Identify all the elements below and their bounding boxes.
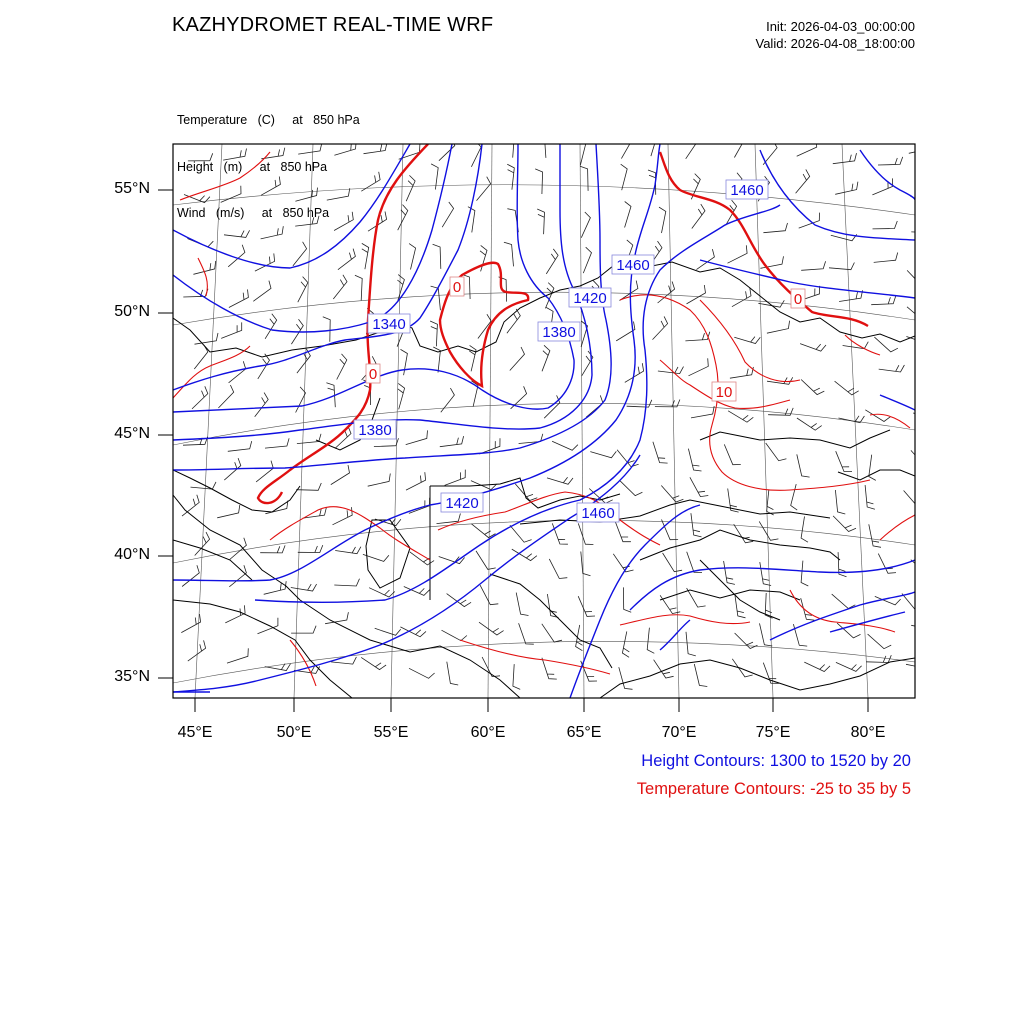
wind-barb bbox=[255, 393, 269, 417]
wind-barb bbox=[547, 477, 573, 484]
wind-barb bbox=[183, 289, 208, 297]
wind-barb bbox=[409, 244, 416, 270]
wind-barb bbox=[440, 436, 464, 447]
height-contours-legend: Height Contours: 1300 to 1520 by 20 bbox=[641, 752, 911, 770]
height-contour bbox=[880, 395, 915, 410]
wind-barb bbox=[732, 659, 752, 677]
wind-barb bbox=[619, 667, 633, 689]
wind-barb bbox=[253, 281, 271, 302]
parallel bbox=[173, 641, 915, 683]
wind-barb bbox=[297, 434, 321, 444]
wind-barb bbox=[433, 244, 441, 269]
wind-barb bbox=[879, 365, 905, 372]
wind-barb bbox=[907, 307, 931, 321]
wind-barb bbox=[295, 188, 317, 202]
wind-barb bbox=[398, 383, 405, 409]
height-label bbox=[368, 314, 410, 333]
wind-barb bbox=[732, 288, 751, 307]
wind-barb bbox=[334, 141, 356, 155]
lat-label-55: 55°N bbox=[114, 180, 150, 197]
wind-barb bbox=[617, 450, 639, 467]
wind-barb bbox=[694, 664, 707, 687]
height-label bbox=[569, 288, 611, 307]
wind-barb bbox=[535, 169, 542, 194]
height-label-text: 1380 bbox=[358, 422, 392, 439]
wind-barb bbox=[191, 482, 217, 489]
wind-barb bbox=[441, 388, 455, 412]
wind-barb bbox=[368, 474, 391, 487]
wind-barb bbox=[621, 133, 632, 158]
wind-barb bbox=[182, 565, 199, 586]
wind-barb bbox=[225, 605, 245, 623]
wind-barb bbox=[801, 516, 808, 542]
wind-barb bbox=[323, 317, 330, 342]
wind-barb bbox=[355, 275, 362, 300]
temperature-contour-10 bbox=[620, 295, 870, 491]
wind-barb bbox=[480, 245, 487, 271]
wind-barb bbox=[291, 626, 316, 633]
height-label-text: 1460 bbox=[616, 257, 650, 274]
temperature-label-text: 0 bbox=[793, 291, 803, 308]
lon-label-60: 60°E bbox=[470, 724, 506, 741]
wind-barb bbox=[223, 149, 246, 161]
wind-barb bbox=[229, 565, 246, 587]
height-contour bbox=[255, 205, 780, 602]
wind-barb bbox=[581, 212, 590, 238]
wind-barbs bbox=[181, 130, 940, 689]
wind-barb bbox=[690, 477, 708, 496]
wind-barb bbox=[689, 358, 709, 376]
temperature-contour-misc bbox=[880, 515, 915, 540]
wind-barb bbox=[619, 480, 642, 495]
wind-barb bbox=[542, 345, 550, 371]
wind-barb bbox=[188, 153, 213, 161]
height-label-text: 1340 bbox=[372, 316, 406, 333]
wind-barb bbox=[542, 624, 562, 642]
wind-barb bbox=[797, 139, 817, 156]
wind-barb bbox=[507, 132, 514, 157]
wind-barb bbox=[261, 226, 284, 239]
height-contour bbox=[700, 260, 915, 298]
wind-barb bbox=[334, 579, 359, 586]
wind-barb bbox=[691, 513, 702, 537]
wind-barb bbox=[469, 345, 476, 371]
temperature-contour-misc bbox=[180, 152, 270, 200]
wind-barb bbox=[801, 598, 815, 620]
wind-barb bbox=[760, 623, 773, 646]
wind-barb bbox=[537, 134, 546, 158]
wind-barb bbox=[796, 169, 810, 193]
wind-barb bbox=[590, 451, 616, 457]
wind-barb bbox=[265, 438, 289, 448]
wind-barb bbox=[406, 472, 426, 490]
wind-barb bbox=[835, 490, 845, 514]
wind-barb bbox=[334, 212, 353, 231]
wind-barb bbox=[298, 545, 323, 552]
wind-barb bbox=[581, 552, 591, 576]
wind-barb bbox=[331, 465, 350, 485]
height-label-text: 1460 bbox=[581, 505, 615, 522]
temperature-contour-0 bbox=[660, 152, 868, 326]
wind-barb bbox=[221, 186, 241, 203]
wind-barb bbox=[516, 593, 528, 616]
wind-barb bbox=[513, 664, 520, 689]
wind-barb bbox=[730, 367, 754, 378]
wind-barb bbox=[663, 553, 683, 572]
wind-barb bbox=[759, 521, 778, 540]
wind-barb bbox=[510, 347, 525, 371]
wind-barb bbox=[507, 164, 514, 190]
wind-barb bbox=[439, 138, 455, 161]
wind-barb bbox=[362, 243, 369, 269]
wind-barb bbox=[227, 648, 248, 663]
wind-barb bbox=[192, 386, 208, 409]
wind-barb bbox=[734, 337, 760, 344]
wind-barb bbox=[622, 631, 629, 657]
wind-barb bbox=[728, 411, 753, 422]
wind-barb bbox=[549, 559, 567, 579]
wind-barb bbox=[696, 249, 714, 270]
temperature-contour-5 bbox=[270, 507, 430, 560]
wind-barb bbox=[692, 204, 705, 228]
wind-barb bbox=[430, 321, 437, 346]
wind-barb bbox=[261, 177, 280, 196]
temperature-label bbox=[791, 289, 805, 308]
wind-barb bbox=[836, 451, 852, 471]
wind-barb bbox=[653, 442, 668, 463]
wind-barb bbox=[442, 630, 467, 641]
height-contour bbox=[173, 144, 592, 440]
parallel bbox=[173, 185, 915, 215]
wind-barb bbox=[580, 166, 588, 191]
temperature-label-text: 0 bbox=[452, 279, 462, 296]
wind-barb bbox=[576, 625, 583, 651]
wind-barb bbox=[409, 668, 435, 678]
temperature-label bbox=[712, 382, 736, 401]
wind-barb bbox=[406, 430, 428, 444]
height-label bbox=[538, 322, 580, 341]
wind-barb bbox=[911, 560, 935, 575]
lat-label-50: 50°N bbox=[114, 303, 150, 320]
wind-barb bbox=[224, 230, 250, 237]
wind-barb bbox=[218, 385, 233, 408]
wind-barb bbox=[833, 516, 856, 532]
height-label bbox=[612, 255, 654, 274]
wind-barb bbox=[265, 314, 277, 339]
height-contour bbox=[173, 455, 640, 692]
wind-barb bbox=[256, 461, 273, 482]
temperature-label-text: 10 bbox=[715, 384, 733, 401]
lon-label-80: 80°E bbox=[850, 724, 886, 741]
field-wind: Wind (m/s) at 850 hPa bbox=[177, 206, 330, 220]
height-label bbox=[354, 420, 396, 439]
wind-barb bbox=[801, 380, 824, 395]
wind-barb bbox=[445, 470, 466, 486]
wind-barb bbox=[688, 449, 701, 471]
wind-barb bbox=[653, 316, 668, 339]
wind-barb bbox=[767, 489, 774, 515]
wind-barb bbox=[295, 216, 319, 226]
wind-barb bbox=[291, 584, 317, 591]
height-label bbox=[441, 493, 483, 512]
wind-barb bbox=[298, 143, 322, 154]
wind-barb bbox=[337, 354, 347, 380]
wind-barb bbox=[335, 547, 361, 554]
wind-barb bbox=[878, 157, 903, 165]
wind-barb bbox=[915, 515, 936, 532]
wind-barb bbox=[913, 412, 939, 419]
wind-barb bbox=[651, 130, 657, 156]
wind-barb bbox=[625, 202, 631, 228]
lon-label-75: 75°E bbox=[755, 724, 791, 741]
temperature-contours-legend: Temperature Contours: -25 to 35 by 5 bbox=[636, 780, 911, 798]
wind-barb bbox=[468, 207, 475, 233]
wind-barb bbox=[910, 196, 936, 206]
wind-barb bbox=[869, 455, 876, 481]
wind-barb bbox=[217, 505, 240, 518]
wind-barb bbox=[735, 594, 746, 618]
wind-barb bbox=[909, 141, 932, 154]
wind-barb bbox=[578, 596, 595, 616]
wind-barb bbox=[479, 622, 504, 635]
wind-barb bbox=[583, 247, 591, 273]
wind-barb bbox=[264, 581, 287, 594]
wind-barb bbox=[546, 249, 558, 274]
wind-barb bbox=[791, 484, 798, 510]
temperature-label bbox=[366, 364, 380, 383]
wind-barb bbox=[686, 134, 698, 159]
wind-barb bbox=[654, 660, 674, 678]
wind-barb bbox=[839, 416, 865, 423]
temperature-contour-10 bbox=[700, 300, 800, 382]
wind-barb bbox=[181, 614, 200, 633]
wind-barb bbox=[766, 443, 787, 461]
wind-barb bbox=[507, 309, 520, 333]
meridian bbox=[195, 144, 222, 698]
wind-barb bbox=[872, 178, 892, 195]
wind-barb bbox=[537, 209, 544, 234]
wind-barb bbox=[797, 454, 810, 477]
wind-barb bbox=[915, 382, 941, 388]
wind-barb bbox=[338, 249, 356, 270]
boundary-line bbox=[300, 600, 520, 698]
wind-barb bbox=[552, 523, 568, 544]
init-time: Init: 2026-04-03_00:00:00 bbox=[766, 19, 915, 34]
wind-barb bbox=[767, 321, 790, 334]
wind-barb bbox=[544, 395, 560, 418]
wind-barb bbox=[333, 275, 347, 299]
height-label-text: 1380 bbox=[542, 324, 576, 341]
wind-barb bbox=[800, 344, 826, 352]
wind-barb bbox=[911, 450, 933, 466]
height-contour bbox=[660, 620, 690, 650]
height-label-text: 1420 bbox=[573, 290, 607, 307]
wind-barb bbox=[298, 277, 308, 303]
wind-barb bbox=[797, 418, 822, 430]
lat-label-35: 35°N bbox=[114, 668, 150, 685]
wind-barb bbox=[547, 594, 558, 618]
wind-barb bbox=[833, 153, 857, 164]
wind-barb bbox=[661, 486, 683, 503]
wind-barb bbox=[724, 444, 741, 464]
boundary-line bbox=[660, 590, 800, 600]
wind-barb bbox=[437, 514, 461, 524]
wind-barb bbox=[659, 207, 666, 233]
lon-label-70: 70°E bbox=[661, 724, 697, 741]
wind-barb bbox=[829, 263, 854, 270]
wind-barb bbox=[804, 662, 830, 671]
wind-barb bbox=[793, 624, 807, 646]
wind-barb bbox=[763, 223, 787, 233]
wind-barb bbox=[835, 182, 858, 195]
wind-barb bbox=[902, 594, 924, 611]
wind-barb bbox=[832, 594, 856, 608]
wind-barb bbox=[801, 561, 808, 586]
height-contour bbox=[770, 592, 915, 640]
height-label bbox=[577, 503, 619, 522]
wind-barb bbox=[477, 177, 491, 201]
wind-barb bbox=[878, 554, 896, 574]
height-contour bbox=[830, 612, 905, 632]
meridian bbox=[488, 144, 492, 698]
wind-barb bbox=[691, 406, 714, 418]
wind-barb bbox=[843, 342, 869, 349]
wind-barb bbox=[476, 551, 496, 570]
parallel bbox=[173, 520, 915, 563]
temperature-label-text: 0 bbox=[368, 366, 378, 383]
wind-barb bbox=[615, 521, 631, 542]
boundary-line bbox=[760, 430, 890, 448]
lon-label-50: 50°E bbox=[276, 724, 312, 741]
temperature-label bbox=[450, 277, 464, 296]
valid-time: Valid: 2026-04-08_18:00:00 bbox=[755, 36, 915, 51]
wind-barb bbox=[687, 588, 706, 607]
wind-barb bbox=[623, 587, 631, 612]
wind-barb bbox=[906, 662, 932, 669]
wind-barb bbox=[194, 345, 208, 369]
wind-barb bbox=[869, 524, 881, 547]
wind-barb bbox=[648, 170, 656, 195]
wind-barb bbox=[519, 623, 534, 644]
lat-label-45: 45°N bbox=[114, 425, 150, 442]
wind-barb bbox=[447, 662, 458, 685]
wind-barb bbox=[255, 253, 275, 271]
wind-barb bbox=[361, 657, 386, 669]
wind-barb bbox=[512, 549, 537, 561]
wind-barb bbox=[687, 285, 706, 304]
height-label bbox=[726, 180, 768, 199]
wind-barb bbox=[655, 400, 680, 407]
height-contour bbox=[760, 150, 915, 240]
height-contour bbox=[860, 150, 915, 200]
wind-barb bbox=[835, 381, 859, 395]
wind-barb bbox=[369, 588, 395, 597]
wind-barb bbox=[297, 349, 311, 373]
boundary-line bbox=[700, 432, 760, 440]
wind-barb bbox=[293, 242, 307, 266]
temperature-contour-15 bbox=[620, 615, 750, 625]
wind-barb bbox=[728, 245, 748, 263]
wind-barb bbox=[471, 524, 495, 538]
wind-barb bbox=[374, 438, 399, 446]
wind-barb bbox=[221, 322, 242, 338]
field-height: Height (m) at 850 hPa bbox=[177, 159, 328, 174]
wind-barb bbox=[627, 400, 652, 407]
wind-barb bbox=[184, 195, 210, 203]
height-label-text: 1460 bbox=[730, 182, 764, 199]
wind-barb bbox=[868, 634, 892, 649]
wind-barb bbox=[401, 349, 408, 375]
height-label-text: 1420 bbox=[445, 495, 479, 512]
boundary-line bbox=[173, 540, 252, 580]
wind-barb bbox=[406, 175, 415, 201]
meridian bbox=[755, 144, 773, 698]
wind-barb bbox=[734, 132, 745, 157]
wind-barb bbox=[480, 585, 498, 605]
field-temperature: Temperature (C) at 850 hPa bbox=[177, 113, 360, 127]
wind-barb bbox=[647, 628, 654, 654]
lon-label-45: 45°E bbox=[177, 724, 213, 741]
chart-title: KAZHYDROMET REAL-TIME WRF bbox=[172, 14, 494, 36]
lon-label-65: 65°E bbox=[566, 724, 602, 741]
wind-barb bbox=[182, 495, 199, 516]
wind-barb bbox=[325, 612, 348, 624]
wind-barb bbox=[907, 270, 930, 286]
height-contour bbox=[173, 144, 482, 390]
wind-barb bbox=[724, 561, 735, 584]
wind-barb bbox=[552, 441, 578, 450]
wind-barb bbox=[837, 623, 860, 638]
wind-barb bbox=[375, 628, 401, 635]
wind-barb bbox=[265, 664, 291, 671]
wind-barb bbox=[621, 164, 628, 190]
wind-barb bbox=[398, 205, 408, 231]
wind-barb bbox=[229, 289, 249, 307]
wind-barb bbox=[504, 242, 514, 266]
wind-barb bbox=[873, 221, 898, 229]
wind-barb bbox=[228, 441, 252, 451]
wind-barb bbox=[874, 253, 898, 263]
lon-label-55: 55°E bbox=[373, 724, 409, 741]
wind-barb bbox=[801, 261, 825, 270]
height-contour bbox=[173, 144, 452, 332]
wind-barb bbox=[865, 485, 875, 509]
meridian bbox=[294, 144, 313, 698]
wind-barb bbox=[258, 618, 278, 634]
wind-barb bbox=[686, 632, 696, 656]
wind-barb bbox=[871, 296, 896, 305]
wind-barb bbox=[768, 408, 793, 415]
wind-barb bbox=[510, 525, 532, 542]
wind-barb bbox=[578, 523, 593, 544]
wind-barb bbox=[836, 662, 862, 671]
lat-label-40: 40°N bbox=[114, 546, 150, 563]
wind-barb bbox=[442, 202, 453, 227]
contour-labels bbox=[354, 180, 805, 522]
